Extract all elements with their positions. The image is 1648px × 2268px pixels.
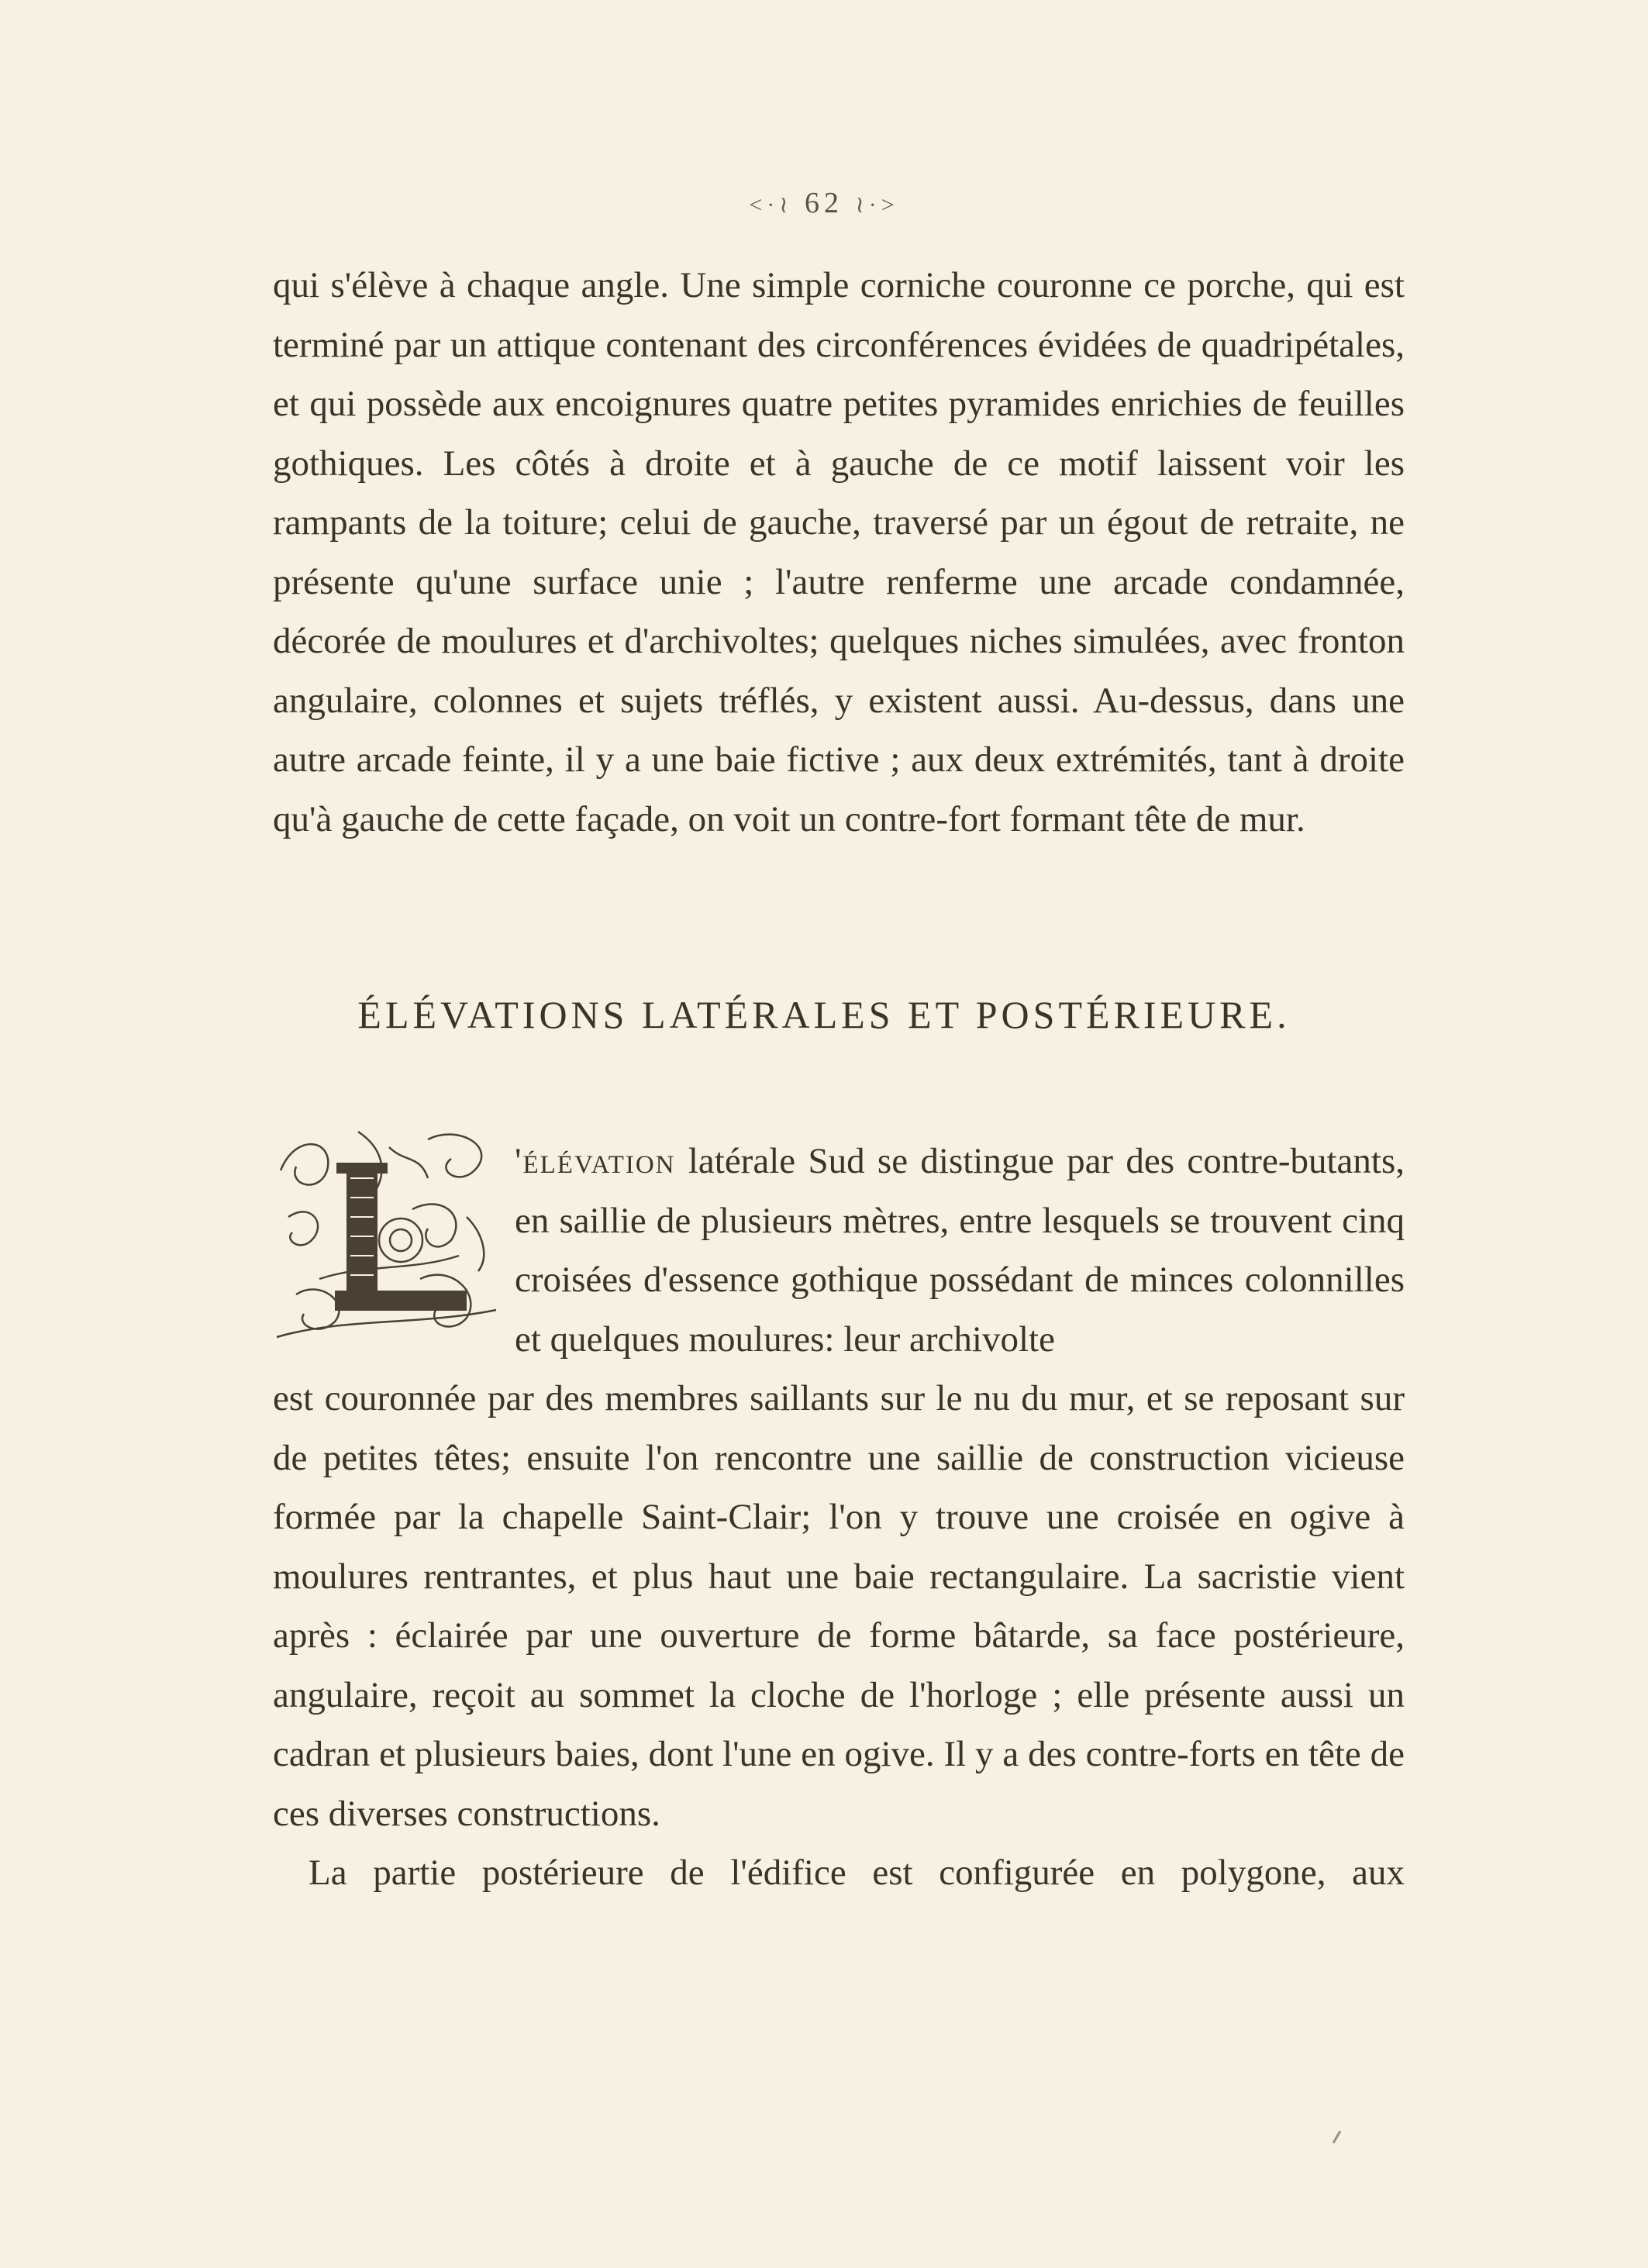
paragraph-2-opening — [515, 1132, 1405, 1369]
ornament-right: ≀·> — [855, 192, 899, 218]
paper-speck — [1333, 2130, 1342, 2143]
paragraph-2-first-lines: latérale Sud se distingue par des contre-butants, en saillie de plusieurs mètres, entre lesquels se trouvent cinq croisées d'essence gothique possédant de minces colonnilles et quelques moulures: leur archivolte — [515, 1141, 1405, 1360]
ornament-left: <·≀ — [749, 192, 793, 218]
paragraph-3: La partie postérieure de l'édifice est configurée en polygone, aux — [309, 1853, 1405, 1893]
paragraph-2-lead: 'élévation — [515, 1141, 676, 1181]
page-number: 62 — [805, 187, 843, 219]
page-header — [0, 186, 1648, 220]
drop-cap-image — [273, 1124, 499, 1345]
drop-cap-ornament — [273, 1124, 499, 1345]
paragraph-2-continuation: est couronnée par des membres saillants sur le nu du mur, et se reposant sur de petites têtes; ensuite l'on rencontre une saillie de construction vicieuse formée par la chapelle Saint-Clair; l'on y trouve une croisée en ogive à moulures rentrantes, et plus haut une baie rectangulaire. La sacristie vient après : éclairée par une ouverture de forme bâtarde, sa face postérieure, angulaire, reçoit au sommet la cloche de l'horloge ; elle présente aussi un cadran et plusieurs baies, dont l'une en ogive. Il y a des contre-forts en tête de ces diverses constructions. — [273, 1378, 1405, 1834]
paragraph-1: qui s'élève à chaque angle. Une simple corniche couronne ce porche, qui est terminé par un attique contenant des circonférences évidées de quadripétales, et qui possède aux encoignures quatre petites pyramides enrichies de feuilles gothiques. Les côtés à droite et à gauche de ce motif laissent voir les rampants de la toiture; celui de gauche, traversé par un égout de retraite, ne présente qu'une surface unie ; l'autre renferme une arcade condamnée, décorée de moulures et d'archivoltes; quelques niches simulées, avec fronton angulaire, colonnes et sujets tréflés, y existent aussi. Au-dessus, dans une autre arcade feinte, il y a une baie fictive ; aux deux extrémités, tant à droite qu'à gauche de cette façade, on voit un contre-fort formant tête de mur. — [273, 265, 1405, 839]
section-heading: ÉLÉVATIONS LATÉRALES ET POSTÉRIEURE. — [357, 993, 1291, 1036]
